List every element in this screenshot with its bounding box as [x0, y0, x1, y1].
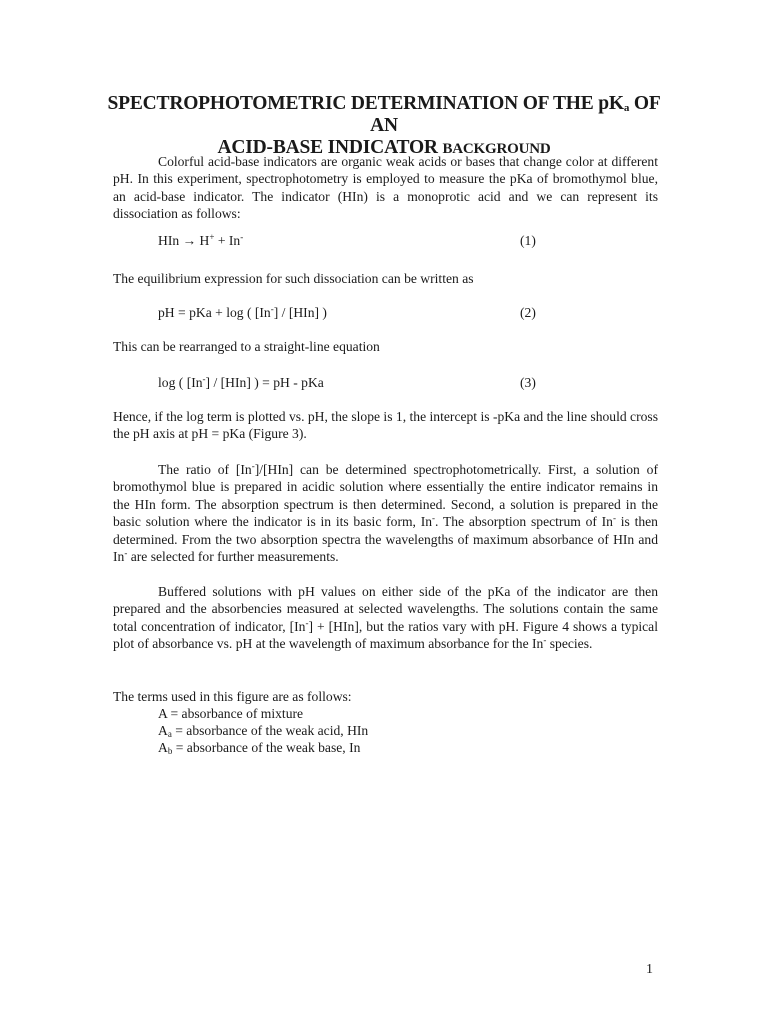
equation-3-number: (3): [520, 375, 536, 390]
intro-paragraph: Colorful acid-base indicators are organic weak acids or bases that change color at different pH. In this experiment, spectrophotometry is employed to measure the pKa of bromothymol blue, an acid-base indicator. The indicator (HIn) is a monoprotic acid and we can represent its dissociation as follows:: [113, 154, 658, 222]
equation-2: pH = pKa + log ( [In-] / [HIn] ): [158, 304, 327, 320]
rearrange-text: This can be rearranged to a straight-line equation: [113, 339, 380, 354]
buffered-paragraph: Buffered solutions with pH values on either side of the pKa of the indicator are then prepared and the absorbencies measured at selected wavelengths. The solutions contain the same total concentration of indicator, [In-] + [HIn], but the ratios vary with pH. Figure 4 shows a typical plot of absorbance vs. pH at the wavelength of maximum absorbance for the In- species.: [113, 584, 658, 652]
equation-2-number: (2): [520, 305, 536, 320]
page-number: 1: [646, 962, 653, 977]
title-line-2: ACID-BASE INDICATOR BACKGROUND: [217, 137, 551, 158]
terms-intro: The terms used in this figure are as follows:: [113, 689, 352, 704]
ratio-paragraph: The ratio of [In-]/[HIn] can be determined spectrophotometrically. First, a solution of bromothymol blue is prepared in acidic solution where essentially the entire indicator remains in the HIn form. The absorption spectrum is then determined. Second, a solution is prepared in the basic solution where the indicator is in its basic form, In-. The absorption spectrum of In- is then determined. From the two absorption spectra the wavelengths of maximum absorbance of HIn and In- are selected for further measurements.: [113, 461, 658, 565]
term-weak-acid: $A_a$ = absorbance of the weak acid, HIn: [158, 723, 369, 739]
term-weak-base: $A_b$ = absorbance of the weak base, In: [158, 740, 361, 756]
equilibrium-intro: The equilibrium expression for such dissociation can be written as: [113, 271, 474, 286]
term-mixture: A = absorbance of mixture: [158, 706, 304, 721]
hence-paragraph: Hence, if the log term is plotted vs. pH, the slope is 1, the intercept is -pKa and the line should cross the pH axis at pH = pKa (Figure 3).: [113, 409, 658, 442]
equation-1: HIn → H+ + In-: [158, 232, 244, 248]
page-title: [100, 93, 668, 160]
equation-3: log ( [In-] / [HIn] ) = pH - pKa: [158, 374, 324, 390]
equation-1-number: (1): [520, 233, 536, 248]
title-line-1: SPECTROPHOTOMETRIC DETERMINATION OF THE $pK_a$ OF AN: [107, 93, 661, 136]
